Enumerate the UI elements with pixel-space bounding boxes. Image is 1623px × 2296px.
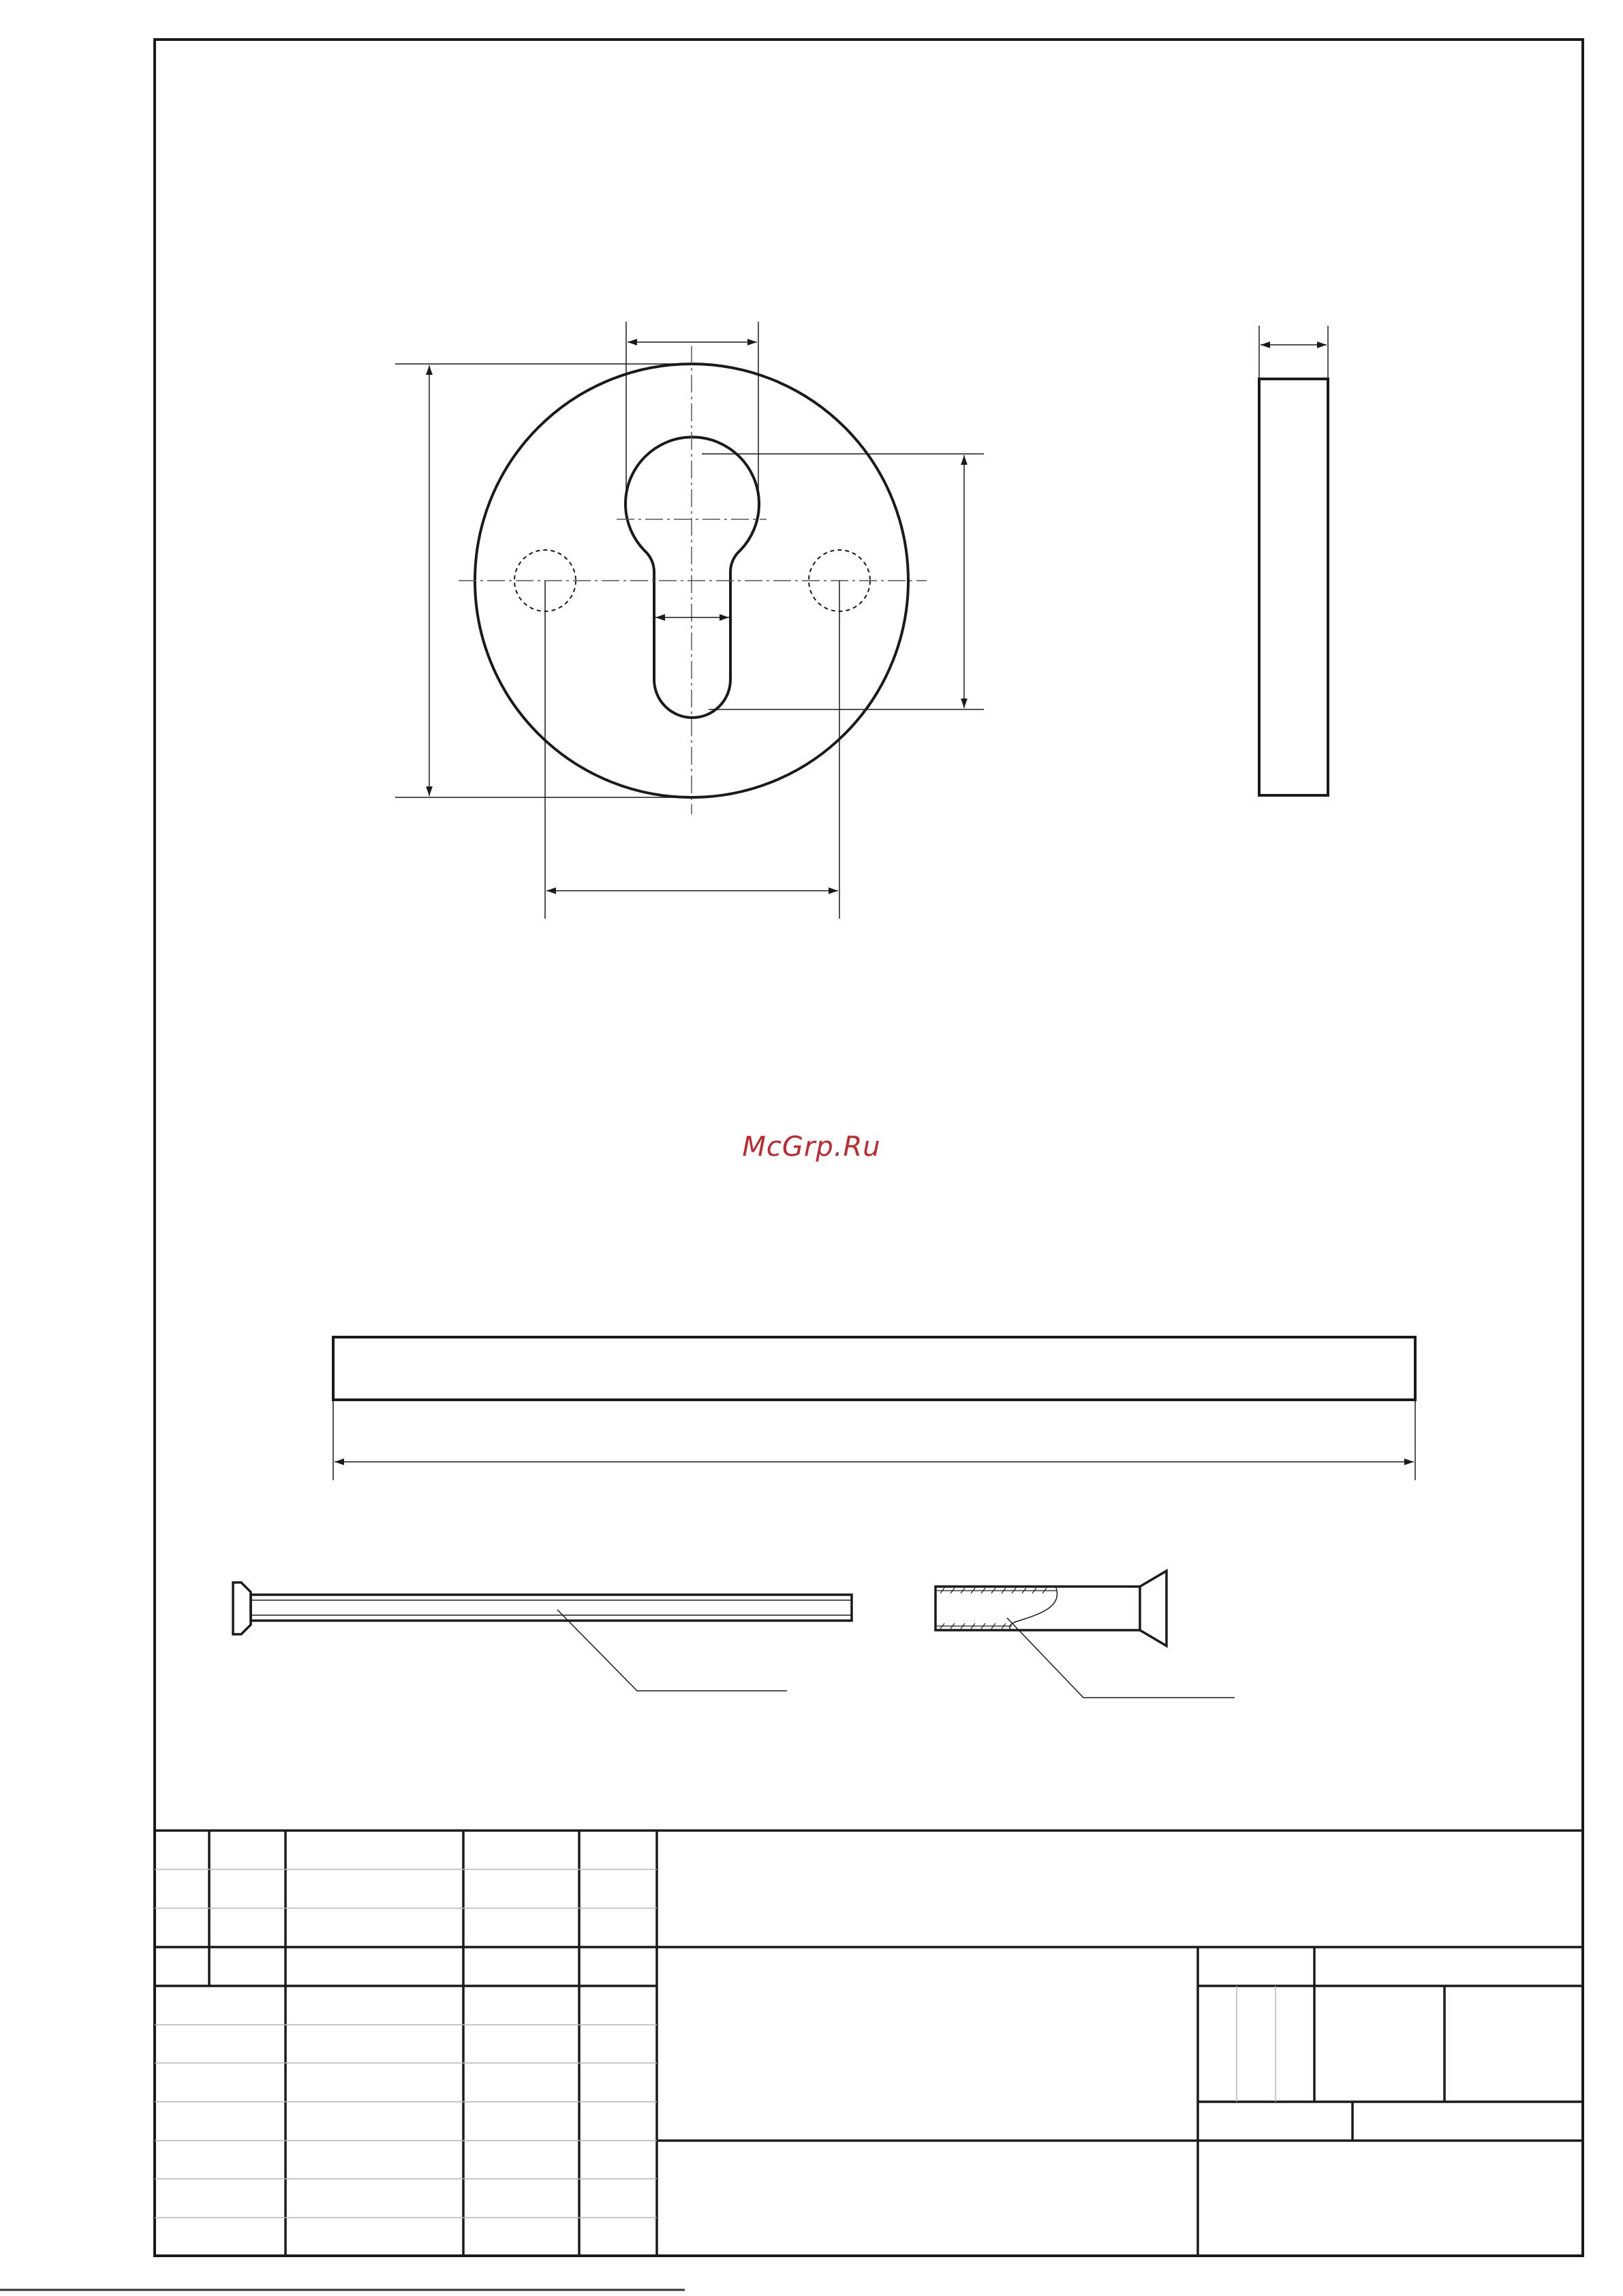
screw-leader-line — [557, 1610, 787, 1691]
sleeve-countersunk-head — [1140, 1571, 1166, 1646]
keyhole-cutout — [625, 437, 759, 718]
side-view-outline — [1259, 379, 1328, 795]
screw-shank — [251, 1595, 852, 1621]
title-block — [155, 1831, 1583, 2256]
long-screw — [233, 1582, 852, 1691]
spacer-bar-outline — [333, 1337, 1415, 1400]
counter-sleeve — [936, 1571, 1235, 1698]
sleeve-body — [936, 1587, 1140, 1630]
sleeve-thread-hatching — [937, 1588, 1056, 1629]
escutcheon-front-view — [459, 346, 927, 814]
sleeve-break-line — [1010, 1588, 1057, 1630]
center-lines — [459, 346, 927, 814]
watermark-text: McGrp.Ru — [742, 1131, 881, 1163]
front-view-dimensions — [395, 322, 984, 919]
escutcheon-side-view — [1259, 326, 1328, 795]
spacer-bar-view — [333, 1337, 1415, 1480]
screw-head — [233, 1582, 251, 1634]
